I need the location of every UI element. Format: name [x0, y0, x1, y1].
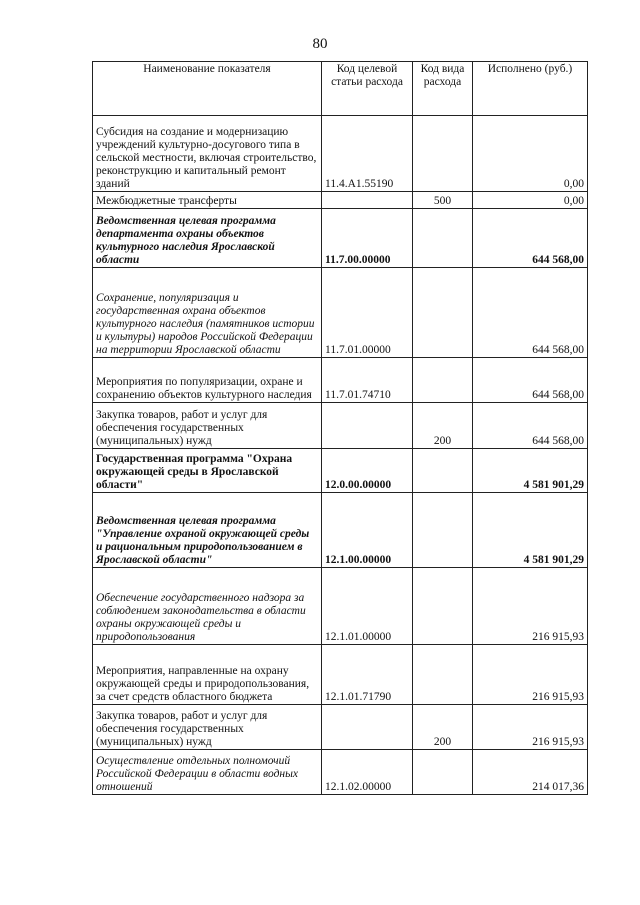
row-amount: 0,00	[473, 192, 588, 209]
row-amount: 216 915,93	[473, 705, 588, 750]
row-name: Сохранение, популяризация и государственная охрана объектов культурного наследия (памятников истории и культуры) народов Российской Федерации на территории Ярославской области	[93, 268, 322, 358]
row-code	[322, 705, 413, 750]
table-row	[93, 493, 588, 568]
row-kind	[413, 209, 473, 268]
row-code: 12.1.01.71790	[322, 645, 413, 705]
row-amount: 4 581 901,29	[473, 493, 588, 568]
table-row	[93, 449, 588, 493]
budget-table	[92, 61, 588, 795]
table-row	[93, 116, 588, 192]
row-kind	[413, 268, 473, 358]
row-code: 12.1.02.00000	[322, 750, 413, 795]
row-code: 12.0.00.00000	[322, 449, 413, 493]
header-target-code: Код целевой статьи расхода	[322, 62, 413, 116]
row-code: 11.7.01.00000	[322, 268, 413, 358]
row-code: 11.4.A1.55190	[322, 116, 413, 192]
header-name: Наименование показателя	[93, 62, 322, 116]
page-number: 80	[312, 36, 328, 52]
table-row	[93, 209, 588, 268]
row-kind: 200	[413, 705, 473, 750]
table-row	[93, 645, 588, 705]
table-row	[93, 750, 588, 795]
row-kind	[413, 750, 473, 795]
row-code: 11.7.00.00000	[322, 209, 413, 268]
row-kind	[413, 568, 473, 645]
table-row	[93, 268, 588, 358]
row-kind	[413, 645, 473, 705]
row-kind	[413, 358, 473, 403]
row-amount: 644 568,00	[473, 268, 588, 358]
row-name: Мероприятия по популяризации, охране и сохранению объектов культурного наследия	[93, 358, 322, 403]
row-amount: 644 568,00	[473, 209, 588, 268]
row-code: 11.7.01.74710	[322, 358, 413, 403]
table-row	[93, 568, 588, 645]
table-body	[93, 116, 588, 795]
row-amount: 0,00	[473, 116, 588, 192]
row-name: Ведомственная целевая программа департамента охраны объектов культурного наследия Ярославской области	[93, 209, 322, 268]
table-row	[93, 192, 588, 209]
row-name: Субсидия на создание и модернизацию учреждений культурно-досугового типа в сельской местности, включая строительство, реконструкцию и капитальный ремонт зданий	[93, 116, 322, 192]
row-name: Закупка товаров, работ и услуг для обеспечения государственных (муниципальных) нужд	[93, 705, 322, 750]
header-executed: Исполнено (руб.)	[473, 62, 588, 116]
row-amount: 4 581 901,29	[473, 449, 588, 493]
header-kind-code: Код вида расхода	[413, 62, 473, 116]
row-name: Мероприятия, направленные на охрану окружающей среды и природопользования, за счет средств областного бюджета	[93, 645, 322, 705]
row-amount: 644 568,00	[473, 358, 588, 403]
row-amount: 216 915,93	[473, 568, 588, 645]
row-name: Государственная программа "Охрана окружающей среды в Ярославской области"	[93, 449, 322, 493]
row-code: 12.1.00.00000	[322, 493, 413, 568]
row-name: Осуществление отдельных полномочий Российской Федерации в области водных отношений	[93, 750, 322, 795]
table-row	[93, 358, 588, 403]
table-row	[93, 705, 588, 750]
table-row	[93, 403, 588, 449]
row-kind	[413, 493, 473, 568]
row-name: Обеспечение государственного надзора за соблюдением законодательства в области охраны окружающей среды и природопользования	[93, 568, 322, 645]
row-kind: 500	[413, 192, 473, 209]
row-name: Ведомственная целевая программа "Управление охраной окружающей среды и рациональным природопользованием в Ярославской области"	[93, 493, 322, 568]
row-kind	[413, 449, 473, 493]
row-amount: 216 915,93	[473, 645, 588, 705]
row-amount: 644 568,00	[473, 403, 588, 449]
row-code: 12.1.01.00000	[322, 568, 413, 645]
row-kind: 200	[413, 403, 473, 449]
row-name: Межбюджетные трансферты	[93, 192, 322, 209]
table-header-row	[93, 62, 588, 116]
row-kind	[413, 116, 473, 192]
row-amount: 214 017,36	[473, 750, 588, 795]
row-name: Закупка товаров, работ и услуг для обеспечения государственных (муниципальных) нужд	[93, 403, 322, 449]
row-code	[322, 403, 413, 449]
row-code	[322, 192, 413, 209]
